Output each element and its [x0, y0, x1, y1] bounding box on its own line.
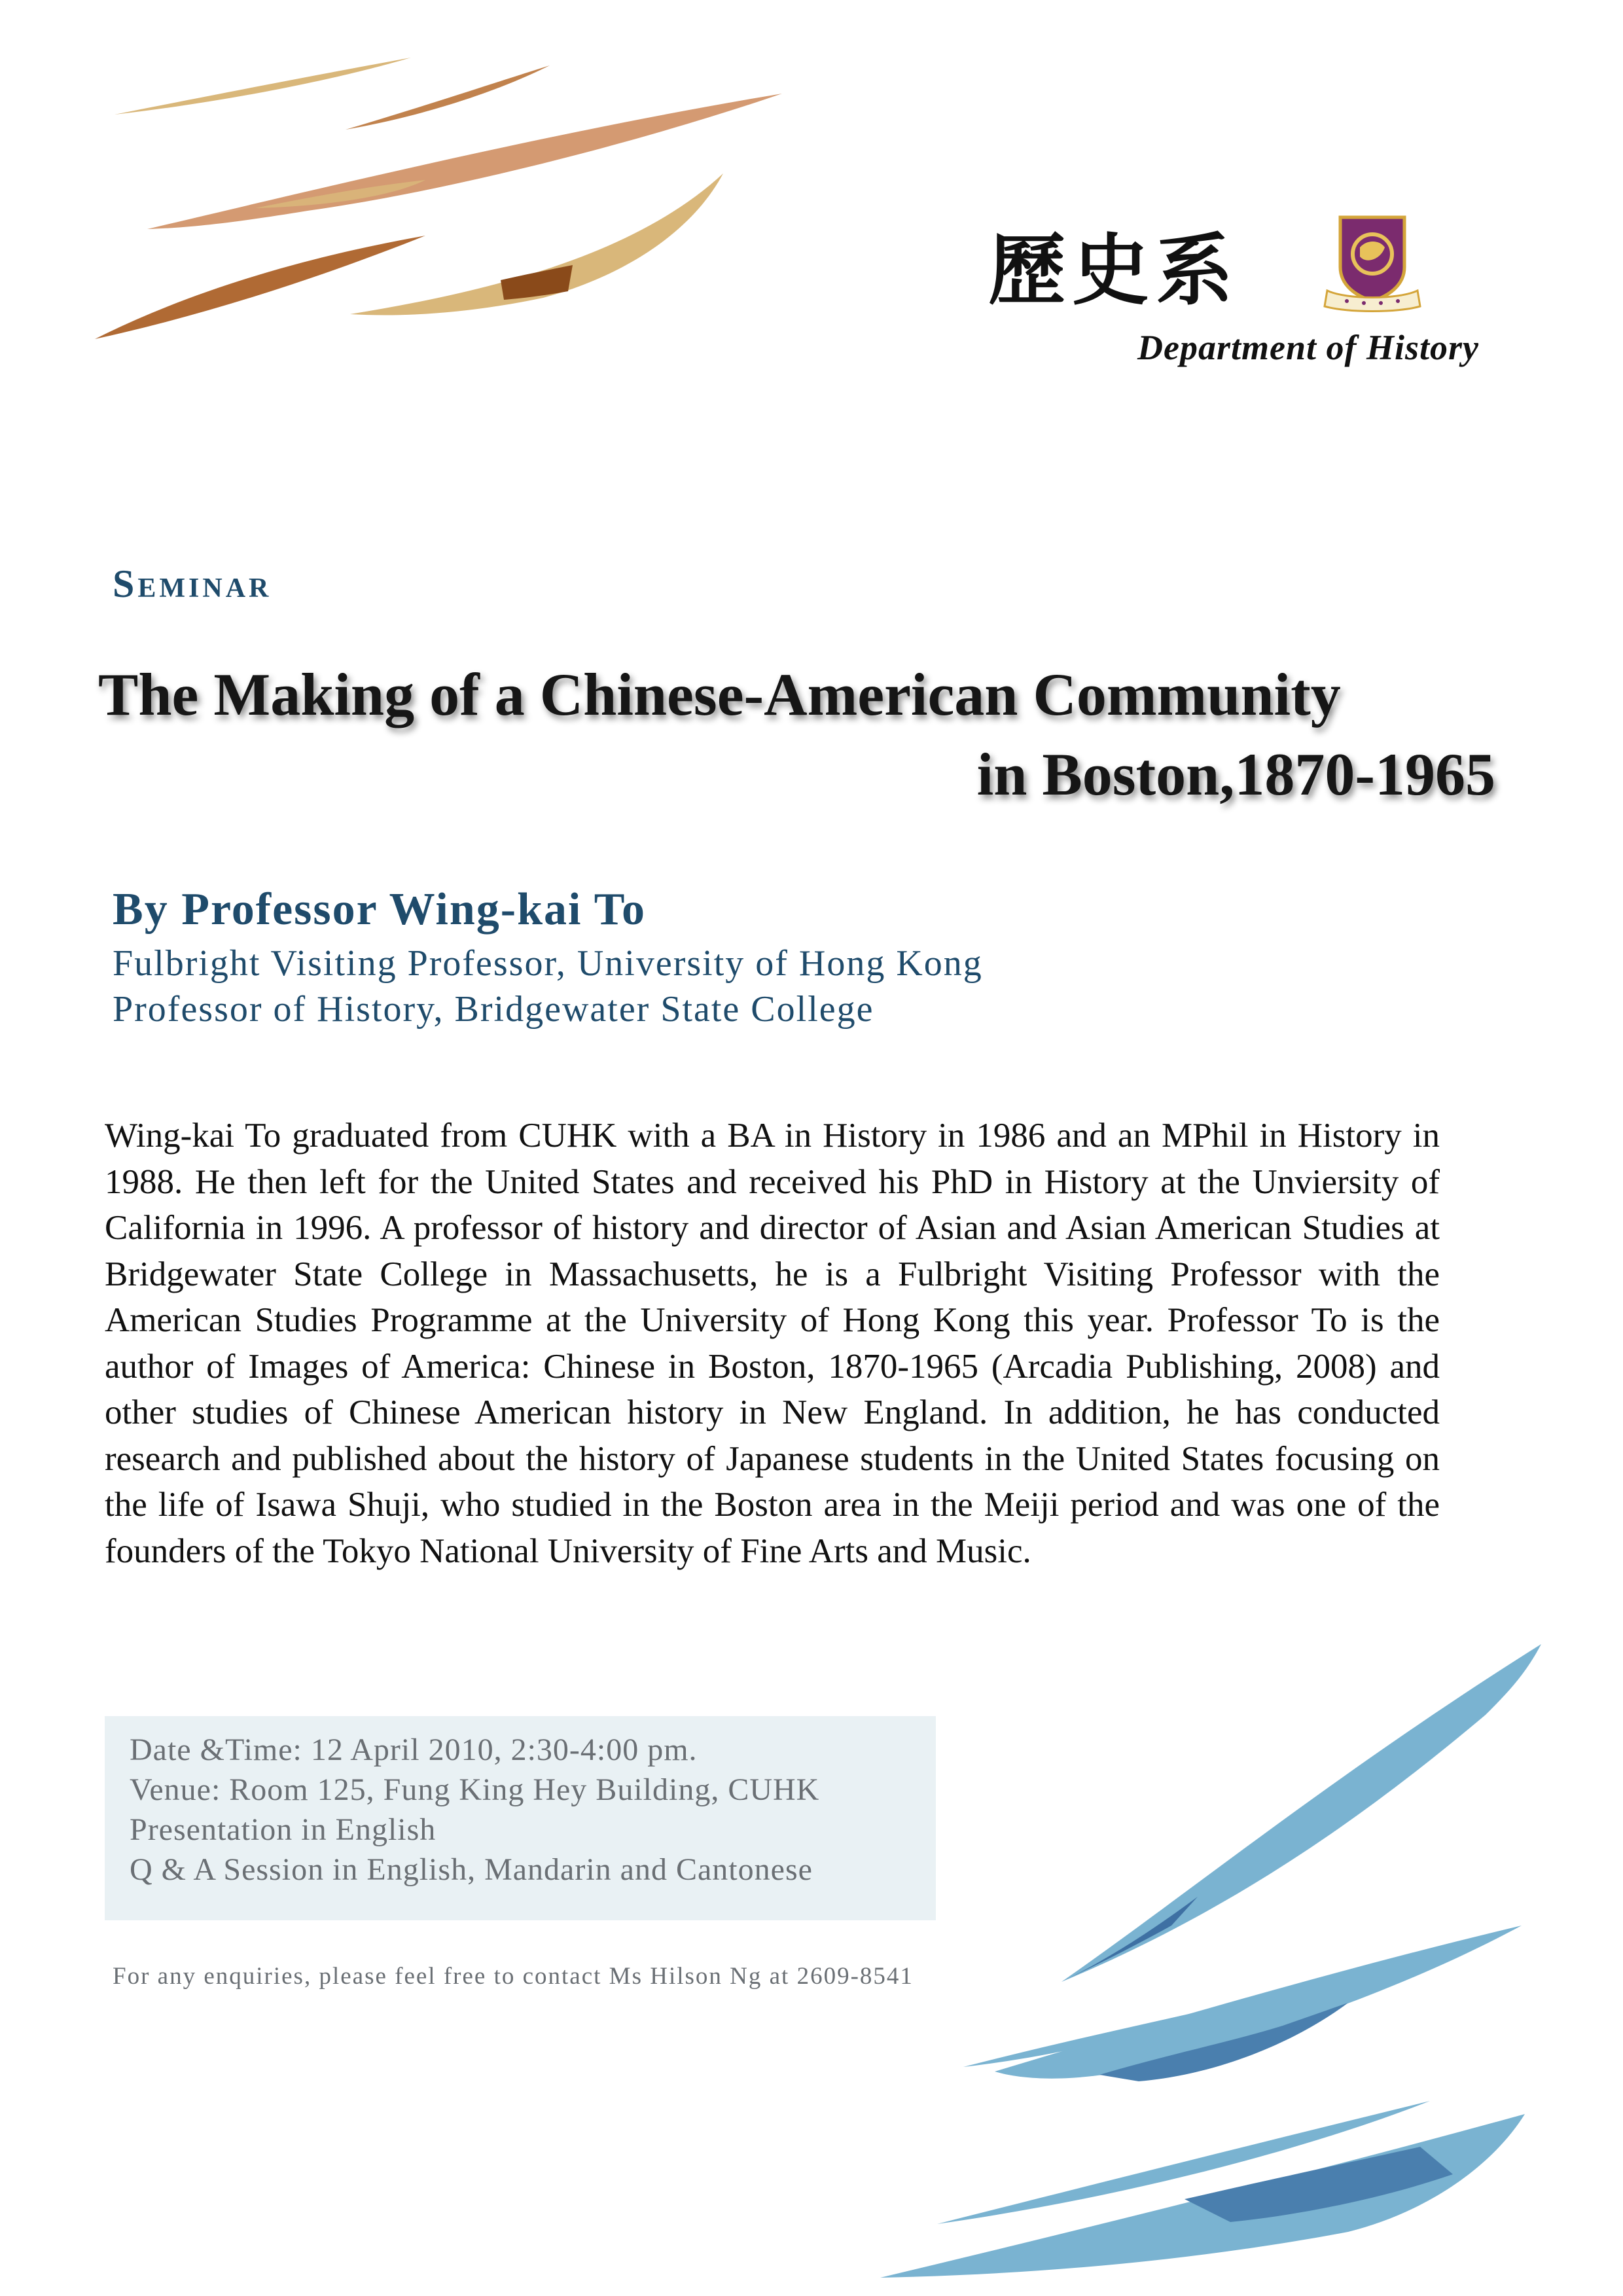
- event-date-time: Date &Time: 12 April 2010, 2:30-4:00 pm.: [130, 1732, 698, 1767]
- seminar-title-line-1: The Making of a Chinese-American Community: [98, 661, 1341, 728]
- speaker-name: By Professor Wing-kai To: [113, 884, 646, 935]
- contact-info: For any enquiries, please feel free to contact Ms Hilson Ng at 2609-8541: [113, 1963, 914, 1990]
- speaker-role-1: Fulbright Visiting Professor, University of Hong Kong: [113, 943, 983, 984]
- department-name: Department of History: [1137, 328, 1479, 367]
- event-presentation-language: Presentation in English: [130, 1812, 437, 1847]
- seminar-label: Seminar: [113, 562, 272, 605]
- university-crest-icon: [1321, 208, 1424, 313]
- speaker-role-2: Professor of History, Bridgewater State College: [113, 989, 874, 1030]
- decorative-brush-strokes-bottom: [772, 1623, 1623, 2296]
- department-chinese-name: 歷史系: [988, 224, 1240, 315]
- seminar-title-line-2: in Boston,1870-1965: [976, 741, 1495, 808]
- event-qa-languages: Q & A Session in English, Mandarin and Cantonese: [130, 1852, 813, 1887]
- decorative-brush-strokes-top: [0, 0, 818, 367]
- event-venue: Venue: Room 125, Fung King Hey Building, CUHK: [130, 1772, 820, 1807]
- speaker-biography: Wing-kai To graduated from CUHK with a BA in History in 1986 and an MPhil in History in 1988. He then left for the United States and received his PhD in History at the Unviersity of California in 1996. A professor of history and director of Asian and Asian American Studies at Bridgewater State College in Massachusetts, he is a Fulbright Visiting Professor with the American Studies Programme at the University of Hong Kong this year. Professor To is the author of Images of America: Chinese in Boston, 1870-1965 (Arcadia Publishing, 2008) and other studies of Chinese American history in New England. In addition, he has conducted research and published about the history of Japanese students in the United States focusing on the life of Isawa Shuji, who studied in the Boston area in the Meiji period and was one of the founders of the Tokyo National University of Fine Arts and Music.: [105, 1117, 1440, 1570]
